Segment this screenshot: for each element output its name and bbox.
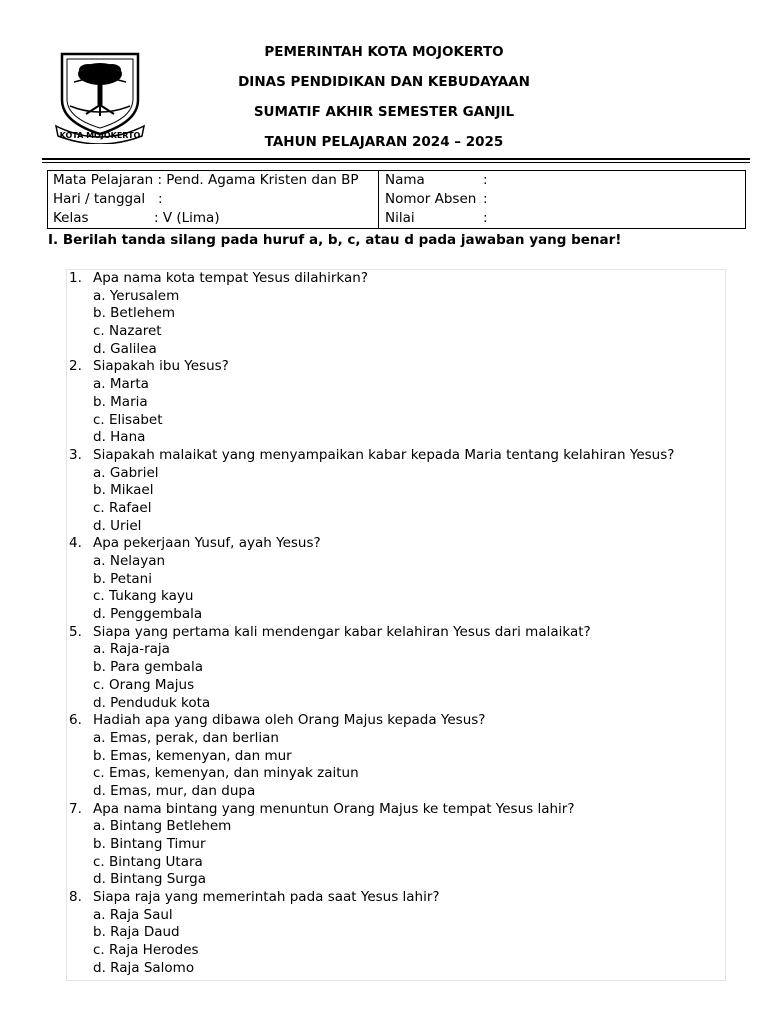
answer-option[interactable]: c. Elisabet (93, 411, 163, 428)
answer-option[interactable]: d. Penduduk kota (93, 694, 211, 711)
question-item (67, 535, 725, 623)
answer-option[interactable]: b. Maria (93, 393, 148, 410)
answer-option[interactable]: a. Yerusalem (93, 287, 180, 304)
answer-option[interactable]: a. Marta (93, 376, 149, 393)
question-item (67, 801, 725, 889)
header-school-year: TAHUN PELAJARAN 2024 – 2025 (264, 134, 504, 150)
answer-option[interactable]: c. Rafael (93, 499, 152, 516)
answer-option[interactable]: c. Bintang Utara (93, 853, 203, 870)
instruction-text: I. Berilah tanda silang pada huruf a, b, c, atau d pada jawaban yang benar! (48, 232, 622, 248)
answer-option[interactable]: b. Para gembala (93, 659, 203, 676)
question-item (67, 889, 725, 977)
question-number: 1. (69, 270, 82, 286)
question-item (67, 358, 725, 446)
question-item (67, 712, 725, 800)
answer-option[interactable]: d. Raja Salomo (93, 959, 195, 976)
header-government: PEMERINTAH KOTA MOJOKERTO (264, 44, 504, 60)
question-text: Siapakah malaikat yang menyampaikan kabar kepada Maria tentang kelahiran Yesus? (93, 446, 675, 463)
answer-option[interactable]: a. Emas, perak, dan berlian (93, 729, 279, 746)
answer-option[interactable]: c. Raja Herodes (93, 942, 199, 959)
answer-option[interactable]: c. Nazaret (93, 323, 162, 340)
question-number: 3. (69, 446, 82, 463)
question-number: 4. (69, 535, 82, 552)
answer-option[interactable]: d. Hana (93, 429, 146, 446)
answer-option[interactable]: b. Petani (93, 570, 152, 587)
question-list (66, 269, 726, 981)
absence-number-label: Nomor Absen (385, 191, 477, 207)
date-label: Hari / tanggal (53, 191, 146, 207)
header-department: DINAS PENDIDIKAN DAN KEBUDAYAAN (238, 74, 530, 90)
question-number: 7. (69, 800, 82, 817)
absence-number-colon: : (483, 191, 488, 207)
question-item (67, 447, 725, 535)
answer-option[interactable]: a. Nelayan (93, 553, 166, 569)
student-info-box (47, 170, 746, 229)
question-text: Siapakah ibu Yesus? (93, 358, 229, 375)
answer-option[interactable]: a. Gabriel (93, 464, 159, 481)
answer-option[interactable]: d. Penggembala (93, 606, 203, 623)
question-item (67, 270, 725, 358)
answer-option[interactable]: a. Bintang Betlehem (93, 818, 232, 835)
logo-banner-text: KOTA MOJOKERTO (59, 131, 141, 140)
answer-option[interactable]: b. Mikael (93, 482, 154, 499)
question-number: 6. (69, 712, 82, 729)
question-item (67, 624, 725, 712)
answer-option[interactable]: b. Raja Daud (93, 924, 180, 941)
info-box-divider (378, 171, 379, 228)
tree-icon (74, 63, 126, 116)
question-text: Apa nama bintang yang menuntun Orang Majus ke tempat Yesus lahir? (93, 800, 575, 817)
answer-option[interactable]: b. Emas, kemenyan, dan mur (93, 747, 292, 764)
class-value: : V (Lima) (154, 210, 220, 226)
question-number: 8. (69, 889, 82, 906)
score-label: Nilai (385, 210, 415, 226)
answer-option[interactable]: a. Raja Saul (93, 906, 173, 923)
answer-option[interactable]: d. Galilea (93, 340, 157, 357)
name-colon: : (483, 172, 488, 188)
question-number: 5. (69, 623, 82, 640)
answer-option[interactable]: d. Uriel (93, 517, 142, 534)
header-exam-title: SUMATIF AKHIR SEMESTER GANJIL (253, 104, 515, 120)
header-rule-thin (42, 162, 750, 163)
answer-option[interactable]: a. Raja-raja (93, 641, 170, 658)
question-text: Siapa yang pertama kali mendengar kabar kelahiran Yesus dari malaikat? (93, 623, 591, 640)
answer-option[interactable]: c. Orang Majus (93, 676, 195, 693)
question-text: Apa nama kota tempat Yesus dilahirkan? (93, 270, 368, 286)
header-rule-thick (42, 158, 750, 160)
question-text: Apa pekerjaan Yusuf, ayah Yesus? (93, 535, 321, 552)
answer-option[interactable]: b. Betlehem (93, 305, 176, 322)
name-label: Nama (385, 172, 425, 188)
answer-option[interactable]: c. Emas, kemenyan, dan minyak zaitun (93, 765, 359, 782)
question-text: Siapa raja yang memerintah pada saat Yesus lahir? (93, 889, 440, 906)
answer-option[interactable]: c. Tukang kayu (93, 588, 194, 605)
score-colon: : (483, 210, 488, 226)
question-number: 2. (69, 358, 82, 375)
class-label: Kelas (53, 210, 89, 226)
answer-option[interactable]: b. Bintang Timur (93, 836, 206, 852)
date-colon: : (158, 191, 163, 207)
question-text: Hadiah apa yang dibawa oleh Orang Majus kepada Yesus? (93, 712, 486, 729)
answer-option[interactable]: d. Emas, mur, dan dupa (93, 782, 256, 799)
subject-line: Mata Pelajaran : Pend. Agama Kristen dan BP (53, 172, 359, 188)
kota-mojokerto-emblem (52, 48, 148, 144)
answer-option[interactable]: d. Bintang Surga (93, 871, 206, 888)
